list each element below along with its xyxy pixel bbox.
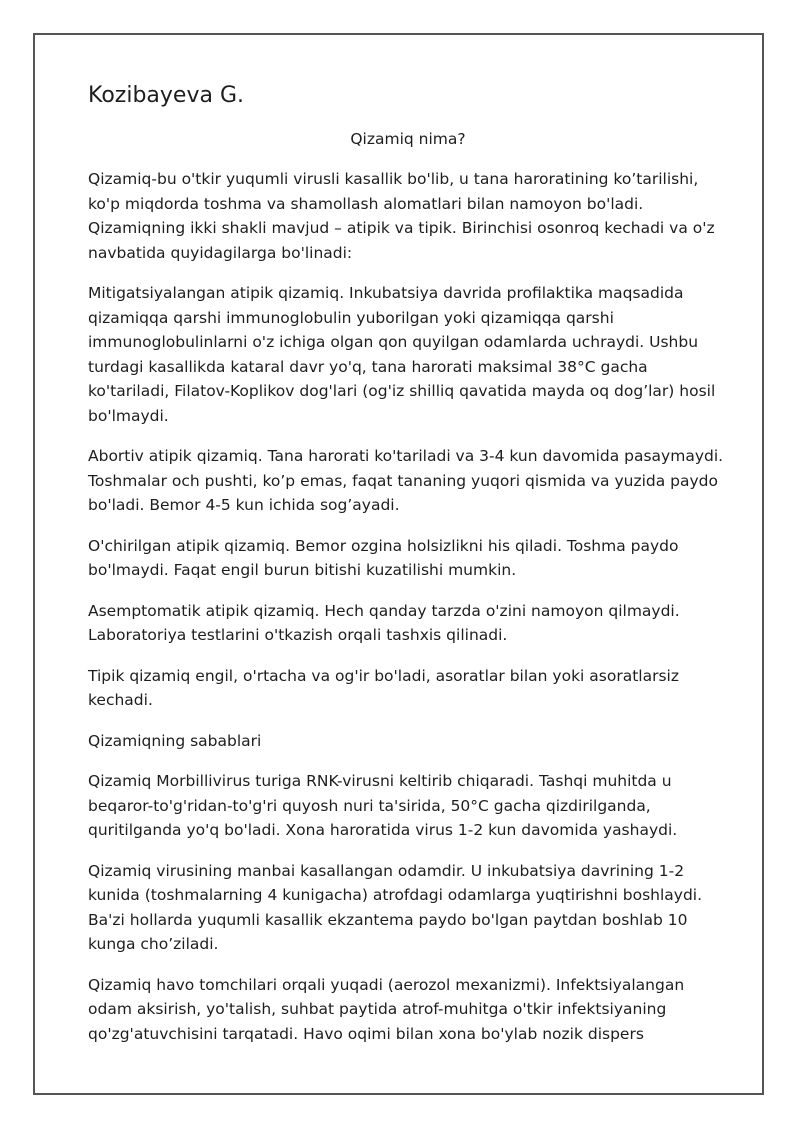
- paragraph-abortive: Abortiv atipik qizamiq. Tana harorati ko'tariladi va 3-4 kun davomida pasaymaydi. Toshmalar och pushti, ko’p emas, faqat tananing yuqori qismida va yuzida paydo bo'ladi. Bemor 4-5 kun ichida sog’ayadi.: [88, 447, 724, 514]
- paragraph-transmission: Qizamiq havo tomchilari orqali yuqadi (aerozol mexanizmi). Infektsiyalangan odam aksirish, yo'talish, suhbat paytida atrof-muhitga o'tkir infektsiyaning qo'zg'atuvchisini tarqatadi. Havo oqimi bilan xona bo'ylab nozik dispers: [88, 975, 685, 1043]
- paragraph-erased: O'chirilgan atipik qizamiq. Bemor ozgina holsizlikni his qiladi. Toshma paydo bo'lmaydi. Faqat engil burun bitishi kuzatilishi mumkin.: [88, 536, 679, 579]
- document-body: [88, 81, 728, 1062]
- section-heading-causes: Qizamiqning sabablari: [88, 731, 262, 750]
- author-name: Kozibayeva G.: [88, 83, 244, 108]
- paragraph-source: Qizamiq virusining manbai kasallangan odamdir. U inkubatsiya davrining 1-2 kunida (toshmalarning 4 kunigacha) atrofdagi odamlarga yuqtirishni boshlaydi. Ba'zi hollarda yuqumli kasallik ekzantema paydo bo'lgan paytdan boshlab 10 kunga cho’ziladi.: [88, 861, 703, 953]
- paragraph-virus: Qizamiq Morbillivirus turiga RNK-virusni keltirib chiqaradi. Tashqi muhitda u beqaror-to'g'ridan-to'g'ri quyosh nuri ta'sirida, 50°C gacha qizdirilganda, quritilganda yo'q bo'ladi. Xona haroratida virus 1-2 kun davomida yashaydi.: [88, 772, 678, 839]
- paragraph-typical: Tipik qizamiq engil, o'rtacha va og'ir bo'ladi, asoratlar bilan yoki asoratlarsiz kechadi.: [88, 666, 679, 709]
- document-title: Qizamiq nima?: [350, 130, 466, 148]
- paragraph-asymptomatic: Asemptomatik atipik qizamiq. Hech qanday tarzda o'zini namoyon qilmaydi. Laboratoriya testlarini o'tkazish orqali tashxis qilinadi.: [88, 601, 680, 644]
- paragraph-intro: Qizamiq-bu o'tkir yuqumli virusli kasallik bo'lib, u tana haroratining ko’tarilishi, ko'p miqdorda toshma va shamollash alomatlari bilan namoyon bo'ladi. Qizamiqning ikki shakli mavjud – atipik va tipik. Birinchisi osonroq kechadi va o'z navbatida quyidagilarga bo'linadi:: [88, 170, 715, 262]
- paragraph-mitigated: Mitigatsiyalangan atipik qizamiq. Inkubatsiya davrida profilaktika maqsadida qizamiqqa qarshi immunoglobulin yuborilgan yoki qizamiqqa qarshi immunoglobulinlarni o'z ichiga olgan qon quyilgan odamlarda uchraydi. Ushbu turdagi kasallikda kataral davr yo'q, tana harorati maksimal 38°C gacha ko'tariladi, Filatov-Koplikov dog'lari (og'iz shilliq qavatida mayda oq dog’lar) hosil bo'lmaydi.: [88, 284, 716, 425]
- page-frame: [33, 33, 764, 1095]
